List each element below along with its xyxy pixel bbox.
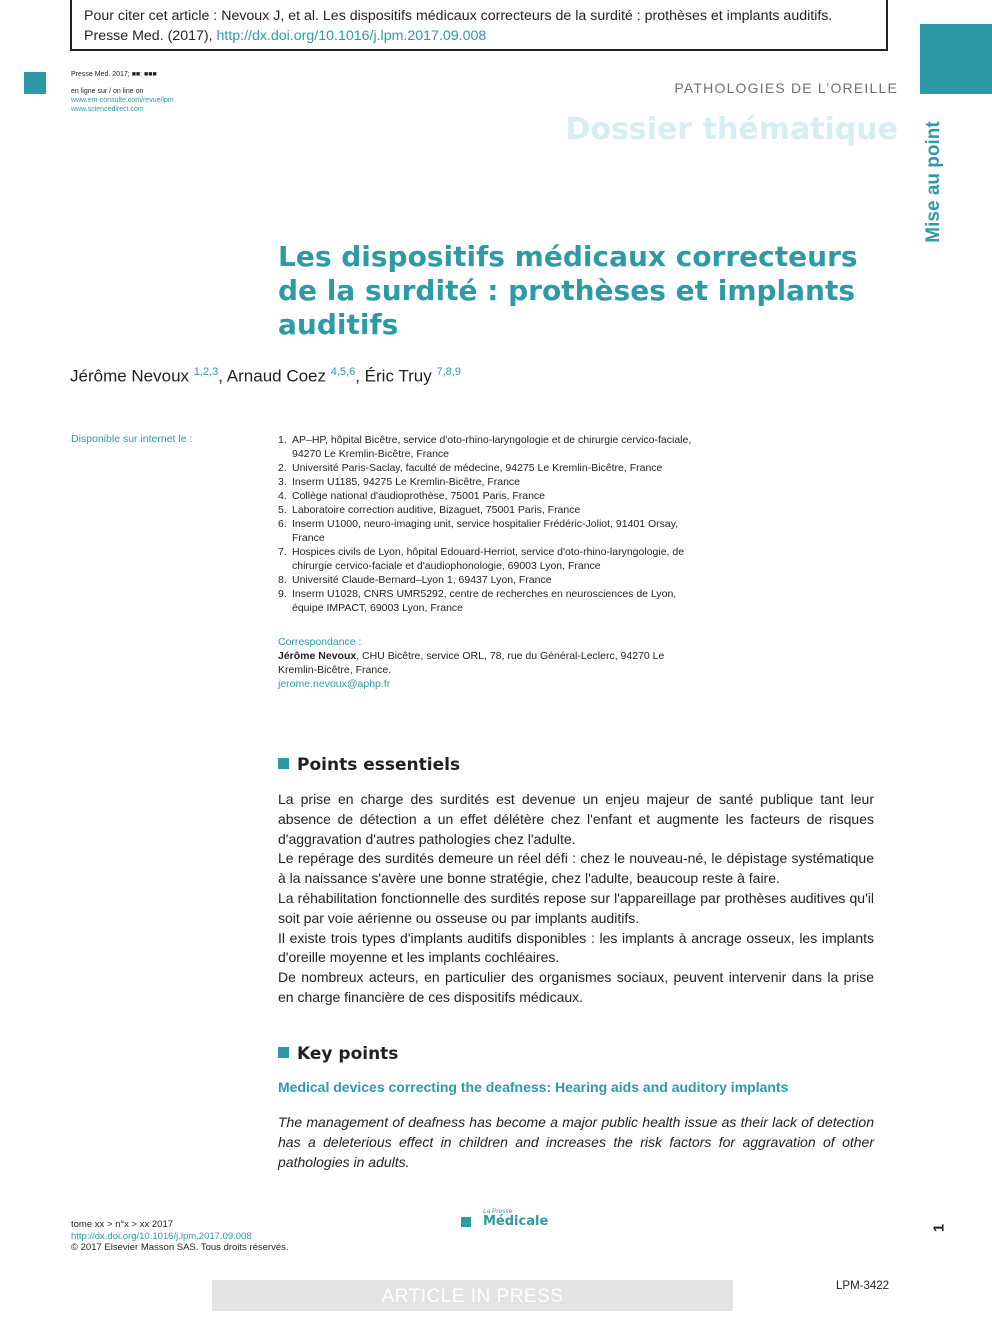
footer-volume: tome xx > n°x > xx 2017 xyxy=(71,1219,174,1230)
side-tab-block xyxy=(920,24,992,94)
points-essentiels-paragraph: La réhabilitation fonctionnelle des surdités repose sur l'appareillage par prothèses auditives qu'il soit par voie aérienne ou osseuse ou par implants auditifs. xyxy=(278,889,874,926)
affiliation-number: 4. xyxy=(278,490,287,502)
dossier-label: Dossier thématique xyxy=(565,112,898,147)
affiliation-text: Université Claude-Bernard–Lyon 1, 69437 Lyon, France xyxy=(292,574,552,586)
author-affiliation-sup: 7,8,9 xyxy=(436,366,461,378)
affiliation-item xyxy=(278,545,698,573)
footer-copyright: © 2017 Elsevier Masson SAS. Tous droits réservés. xyxy=(71,1242,289,1253)
affiliation-text: AP–HP, hôpital Bicêtre, service d'oto-rhino-laryngologie et de chirurgie cervico-faciale, 94270 Le Kremlin-Bicêtre, France xyxy=(292,434,692,460)
article-in-press-banner: ARTICLE IN PRESS xyxy=(212,1280,733,1311)
points-essentiels-heading xyxy=(278,755,460,775)
affiliation-item xyxy=(278,489,698,503)
heading-square-icon xyxy=(278,1047,289,1058)
affiliation-text: Inserm U1028, CNRS UMR5292, centre de recherches en neurosciences de Lyon, équipe IMPACT, 69003 Lyon, France xyxy=(292,588,677,614)
side-tab-text: Mise au point xyxy=(923,121,944,243)
key-points-heading-text: Key points xyxy=(297,1044,399,1064)
author-separator: , xyxy=(355,366,365,386)
author-affiliation-sup: 4,5,6 xyxy=(330,366,356,378)
affiliation-number: 1. xyxy=(278,434,287,446)
affiliation-number: 8. xyxy=(278,574,287,586)
key-points-subtitle: Medical devices correcting the deafness: Hearing aids and auditory implants xyxy=(278,1079,789,1095)
side-tab-label xyxy=(921,118,947,246)
availability-label: Disponible sur internet le : xyxy=(71,433,193,445)
affiliation-number: 7. xyxy=(278,546,287,558)
footer-info xyxy=(71,1219,289,1254)
section-label: PATHOLOGIES DE L’OREILLE xyxy=(674,80,898,96)
affiliation-item xyxy=(278,503,698,517)
author-separator: , xyxy=(218,366,227,386)
article-title: Les dispositifs médicaux correcteurs de la surdité : prothèses et implants auditifs xyxy=(278,240,858,341)
affiliation-item xyxy=(278,433,698,461)
affiliation-item xyxy=(278,475,698,489)
correspondence-label: Correspondance : xyxy=(278,636,362,648)
affiliation-text: Collège national d'audioprothèse, 75001 Paris, France xyxy=(292,490,546,502)
correspondence-address-text: , CHU Bicêtre, service ORL, 78, rue du Général-Leclerc, 94270 Le Kremlin-Bicêtre, France. xyxy=(278,650,665,676)
key-points-heading xyxy=(278,1044,398,1064)
affiliation-number: 2. xyxy=(278,462,287,474)
correspondence-email[interactable]: jerome.nevoux@aphp.fr xyxy=(278,678,391,690)
author-name: Jérôme Nevoux xyxy=(70,366,190,386)
journal-meta xyxy=(71,70,174,114)
citation-text: Pour citer cet article : Nevoux J, et al. Les dispositifs médicaux correcteurs de la surdité : prothèses et implants auditifs. Presse Med. (2017), xyxy=(84,8,833,44)
affiliation-text: Laboratoire correction auditive, Bizaguet, 75001 Paris, France xyxy=(292,504,581,516)
online-label: en ligne sur / on line on xyxy=(71,88,144,95)
affiliation-item xyxy=(278,517,698,545)
points-essentiels-text xyxy=(278,790,874,1008)
citation-doi-link[interactable]: http://dx.doi.org/10.1016/j.lpm.2017.09.008 xyxy=(216,28,487,44)
article-ref-code: LPM-3422 xyxy=(836,1280,890,1292)
correspondence-address xyxy=(278,649,698,677)
em-consulte-link[interactable]: www.em-consulte.com/revue/lpm xyxy=(71,97,174,104)
affiliation-text: Université Paris-Saclay, faculté de médecine, 94275 Le Kremlin-Bicêtre, France xyxy=(292,462,663,474)
points-essentiels-paragraph: Il existe trois types d'implants auditifs disponibles : les implants à ancrage osseux, les implants d'oreille moyenne et les implants cochléaires. xyxy=(278,929,874,966)
author-name: Arnaud Coez xyxy=(226,366,327,386)
page-number xyxy=(930,1218,948,1238)
affiliation-text: Inserm U1000, neuro-imaging unit, service hospitalier Frédéric-Joliot, 91401 Orsay, France xyxy=(292,518,679,544)
points-essentiels-paragraph: De nombreux acteurs, en particulier des organismes sociaux, peuvent intervenir dans la prise en charge financière de ces dispositifs médicaux. xyxy=(278,969,874,1005)
points-essentiels-heading-text: Points essentiels xyxy=(297,755,461,775)
logo-small-text: La Presse xyxy=(483,1208,513,1215)
affiliation-number: 5. xyxy=(278,504,287,516)
corner-square-decoration xyxy=(24,72,46,94)
affiliation-item xyxy=(278,587,698,615)
author-name: Éric Truy xyxy=(364,366,432,386)
affiliation-text: Hospices civils de Lyon, hôpital Edouard-Herriot, service d'oto-rhino-laryngologie, de chirurgie cervico-faciale et d'audiophonologie, 69003 Lyon, France xyxy=(292,546,685,572)
affiliation-text: Inserm U1185, 94275 Le Kremlin-Bicêtre, France xyxy=(292,476,520,488)
correspondence-name: Jérôme Nevoux xyxy=(278,650,357,662)
affiliation-number: 9. xyxy=(278,588,287,600)
correspondence-block xyxy=(278,635,698,691)
logo-big-text: Médicale xyxy=(483,1214,549,1229)
points-essentiels-paragraph: La prise en charge des surdités est devenue un enjeu majeur de santé publique tant leur absence de détection a un effet délétère chez l'enfant et augmente les facteurs de risques d'aggravation d'autres pathologies chez l'adulte. xyxy=(278,791,874,847)
points-essentiels-paragraph: Le repérage des surdités demeure un réel défi : chez le nouveau-né, le dépistage systématique à la naissance s'avère une bonne stratégie, chez l'adulte, beaucoup reste à faire. xyxy=(278,850,874,887)
citation-box xyxy=(70,0,888,51)
journal-reference: Presse Med. 2017; ■■: ■■■ xyxy=(71,71,157,78)
sciencedirect-link[interactable]: www.sciencedirect.com xyxy=(71,106,144,113)
author-list xyxy=(70,366,461,387)
heading-square-icon xyxy=(278,758,289,769)
affiliation-number: 6. xyxy=(278,518,287,530)
footer-doi-link[interactable]: http://dx.doi.org/10.1016/j.lpm.2017.09.008 xyxy=(71,1230,252,1242)
key-points-text: The management of deafness has become a major public health issue as their lack of detection has a deleterious effect in children and increases the risk factors for aggravation of other pathologies in adults. xyxy=(278,1114,874,1170)
page-number-text: 1 xyxy=(930,1223,948,1233)
affiliations-list xyxy=(278,433,698,615)
affiliation-item xyxy=(278,573,698,587)
affiliation-number: 3. xyxy=(278,476,287,488)
logo-square-icon xyxy=(461,1217,471,1227)
affiliation-item xyxy=(278,461,698,475)
author-affiliation-sup: 1,2,3 xyxy=(193,366,219,378)
